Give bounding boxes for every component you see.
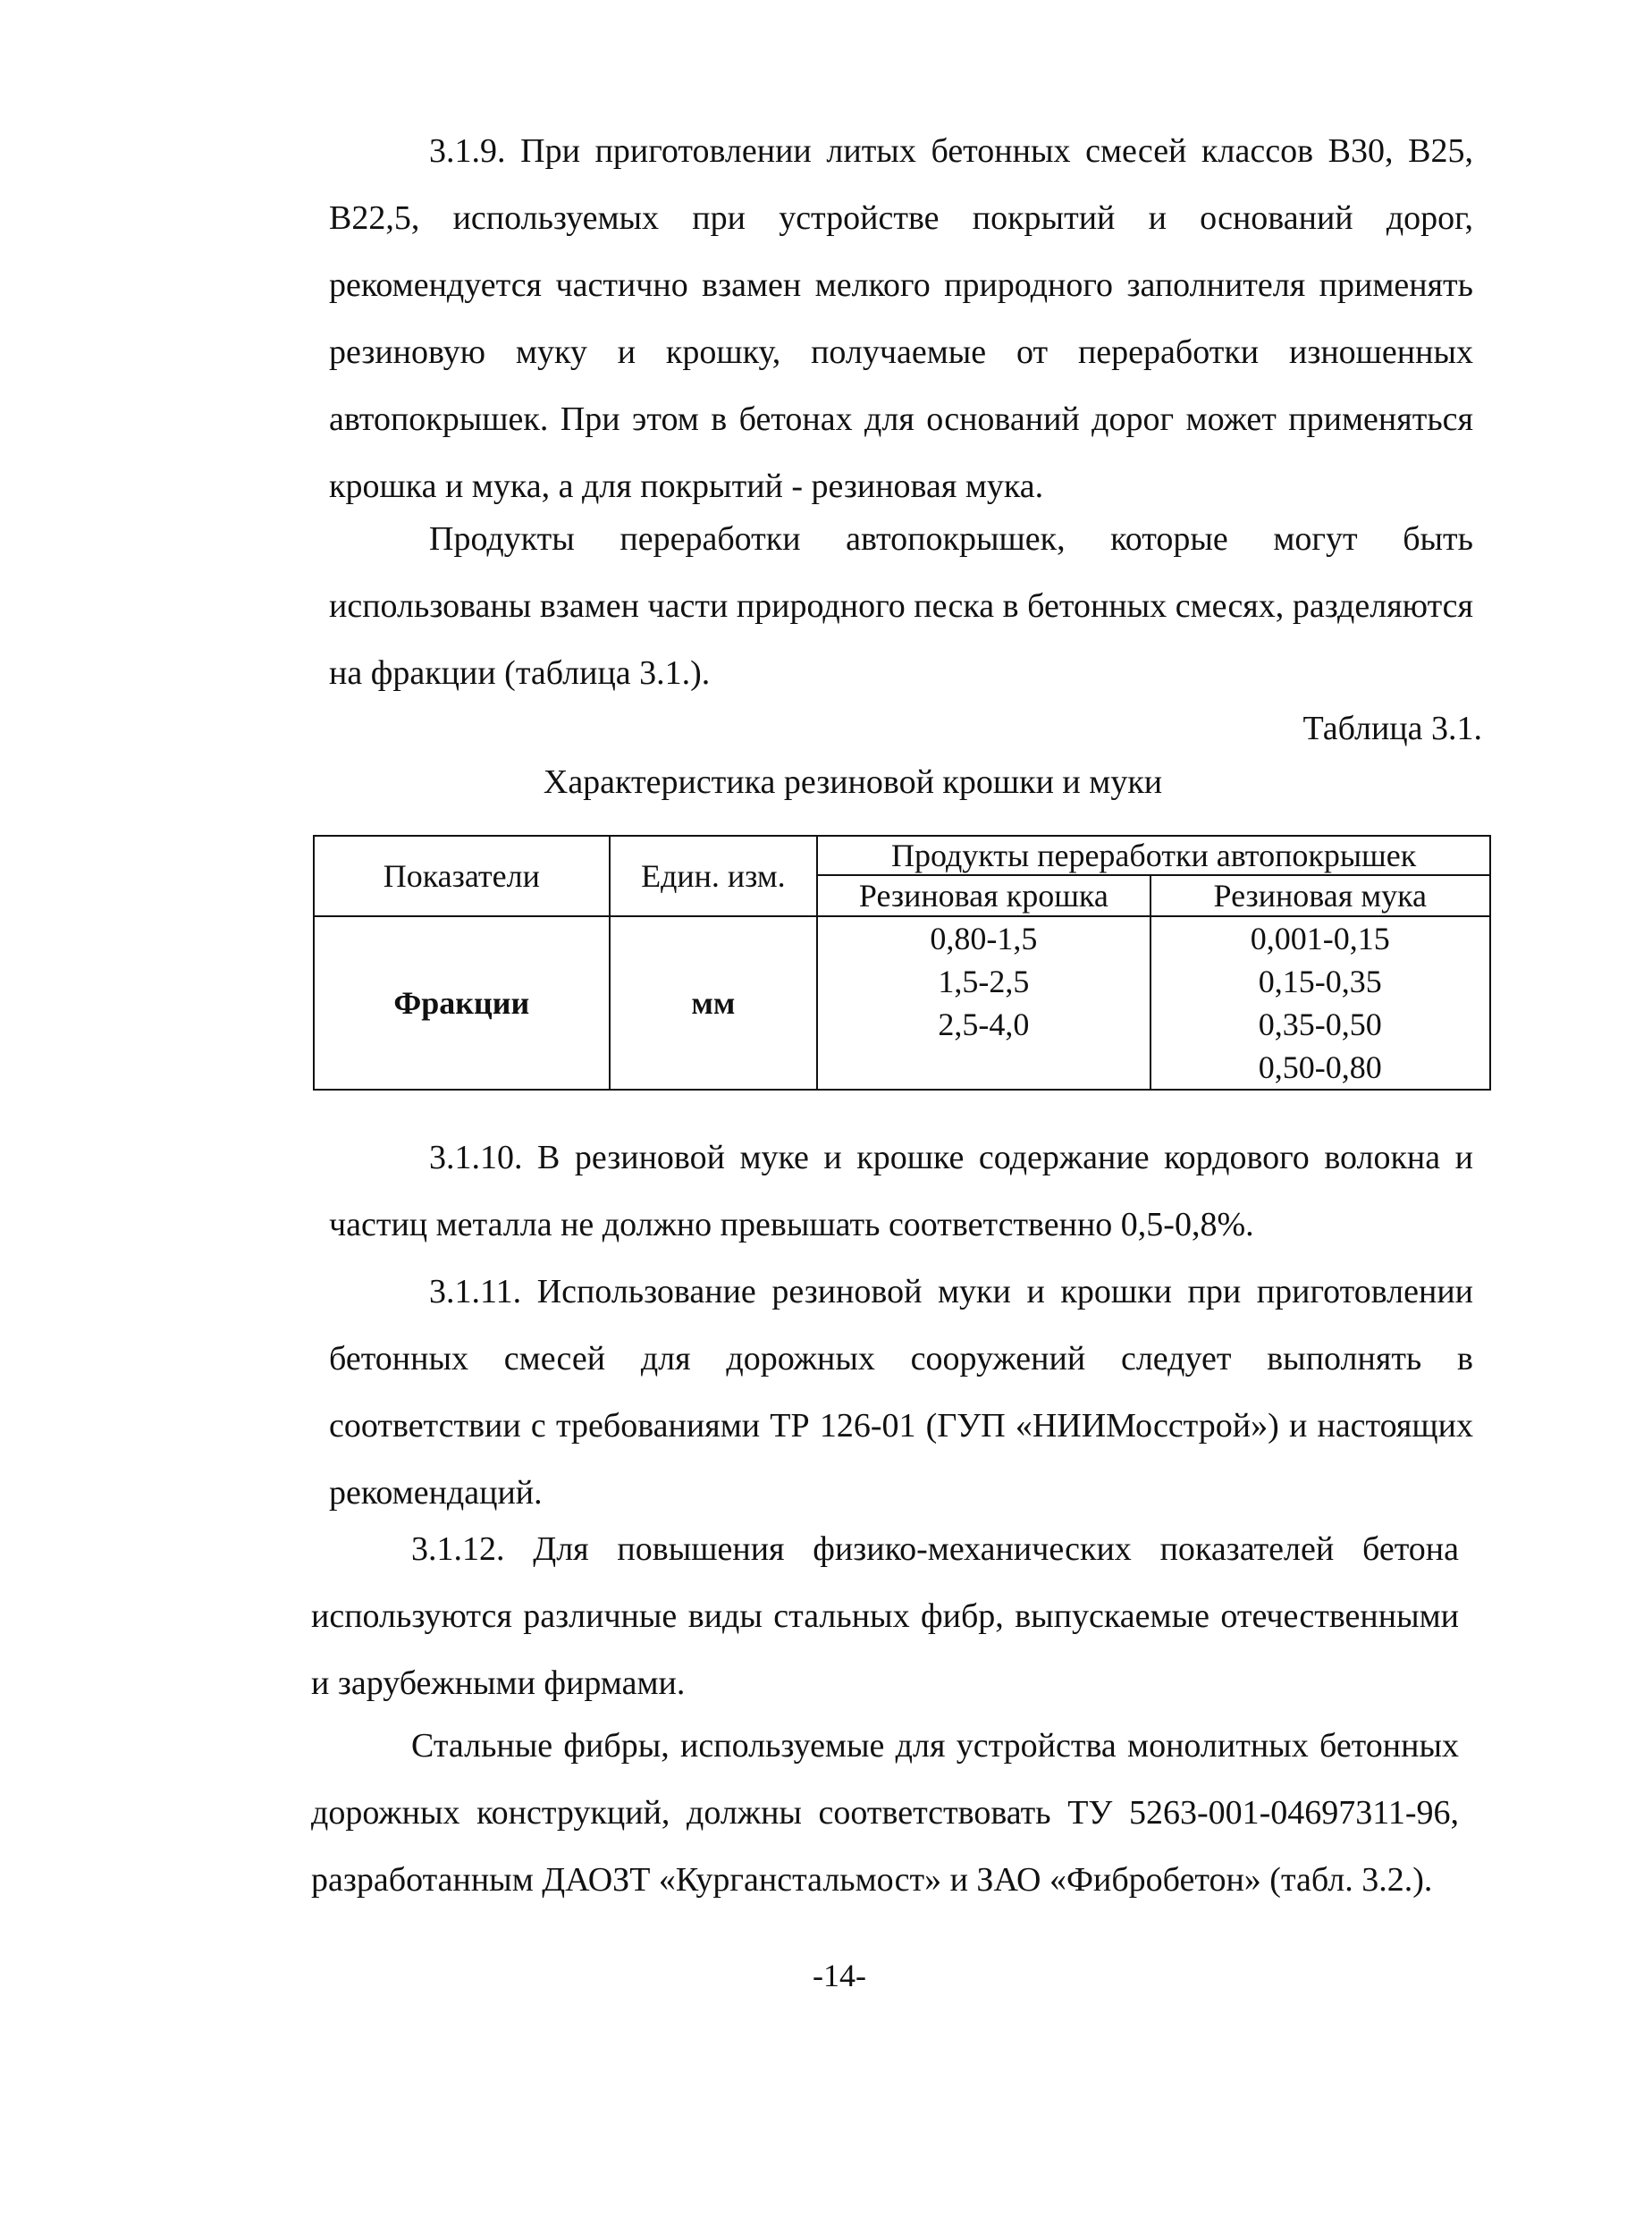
- cell-flour-values: [1150, 916, 1490, 1090]
- table-number: Таблица 3.1.: [1302, 710, 1482, 747]
- paragraph-3-1-12: 3.1.12. Для повышения физико-механических показателей бетона используются различные виды стальных фибр, выпускаемые отечественными и зарубежными фирмами.: [311, 1530, 1459, 1702]
- cell-indicator: Фракции: [314, 916, 610, 1090]
- flour-value: 0,50-0,80: [1258, 1049, 1382, 1085]
- flour-value: 0,35-0,50: [1258, 1007, 1382, 1042]
- crumb-value: 1,5-2,5: [938, 964, 1030, 999]
- rubber-crumb-table: [313, 835, 1491, 1091]
- header-flour: Резиновая мука: [1150, 875, 1490, 916]
- paragraph-steel-fibers: Стальные фибры, используемые для устройства монолитных бетонных дорожных конструкций, должны соответствовать ТУ 5263-001-04697311-96, разработанным ДАОЗТ «Курганстальмост» и ЗАО «Фибробетон» (табл. 3.2.).: [311, 1727, 1459, 1899]
- paragraph-3-1-11: 3.1.11. Использование резиновой муки и крошки при приготовлении бетонных смесей для дорожных сооружений следует выполнять в соответствии с требованиями ТР 126-01 (ГУП «НИИМосстрой») и настоящих рекомендаций.: [329, 1273, 1473, 1512]
- flour-value: 0,15-0,35: [1258, 964, 1382, 999]
- header-unit: Един. изм.: [610, 836, 818, 916]
- paragraph-3-1-10: 3.1.10. В резиновой муке и крошке содержание кордового волокна и частиц металла не должно превышать соответственно 0,5-0,8%.: [329, 1139, 1473, 1243]
- flour-value: 0,001-0,15: [1250, 921, 1390, 956]
- cell-crumb-values: [817, 916, 1150, 1090]
- table-row: [314, 916, 1490, 1090]
- paragraph-products-fractions: Продукты переработки автопокрышек, которые могут быть использованы взамен части природного песка в бетонных смесях, разделяются на фракции (таблица 3.1.).: [329, 520, 1473, 692]
- header-products: Продукты переработки автопокрышек: [817, 836, 1490, 875]
- header-crumb: Резиновая крошка: [817, 875, 1150, 916]
- header-indicators: Показатели: [314, 836, 610, 916]
- table-title: Характеристика резиновой крошки и муки: [543, 763, 1163, 801]
- crumb-value: 2,5-4,0: [938, 1007, 1030, 1042]
- paragraph-3-1-9: 3.1.9. При приготовлении литых бетонных смесей классов В30, В25, В22,5, используемых при устройстве покрытий и оснований дорог, рекомендуется частично взамен мелкого природного заполнителя применять резиновую муку и крошку, получаемые от переработки изношенных автопокрышек. При этом в бетонах для оснований дорог может применяться крошка и мука, а для покрытий - резиновая мука.: [329, 132, 1473, 505]
- cell-unit: мм: [610, 916, 818, 1090]
- page-number: -14-: [813, 1958, 866, 1993]
- crumb-value: 0,80-1,5: [930, 921, 1038, 956]
